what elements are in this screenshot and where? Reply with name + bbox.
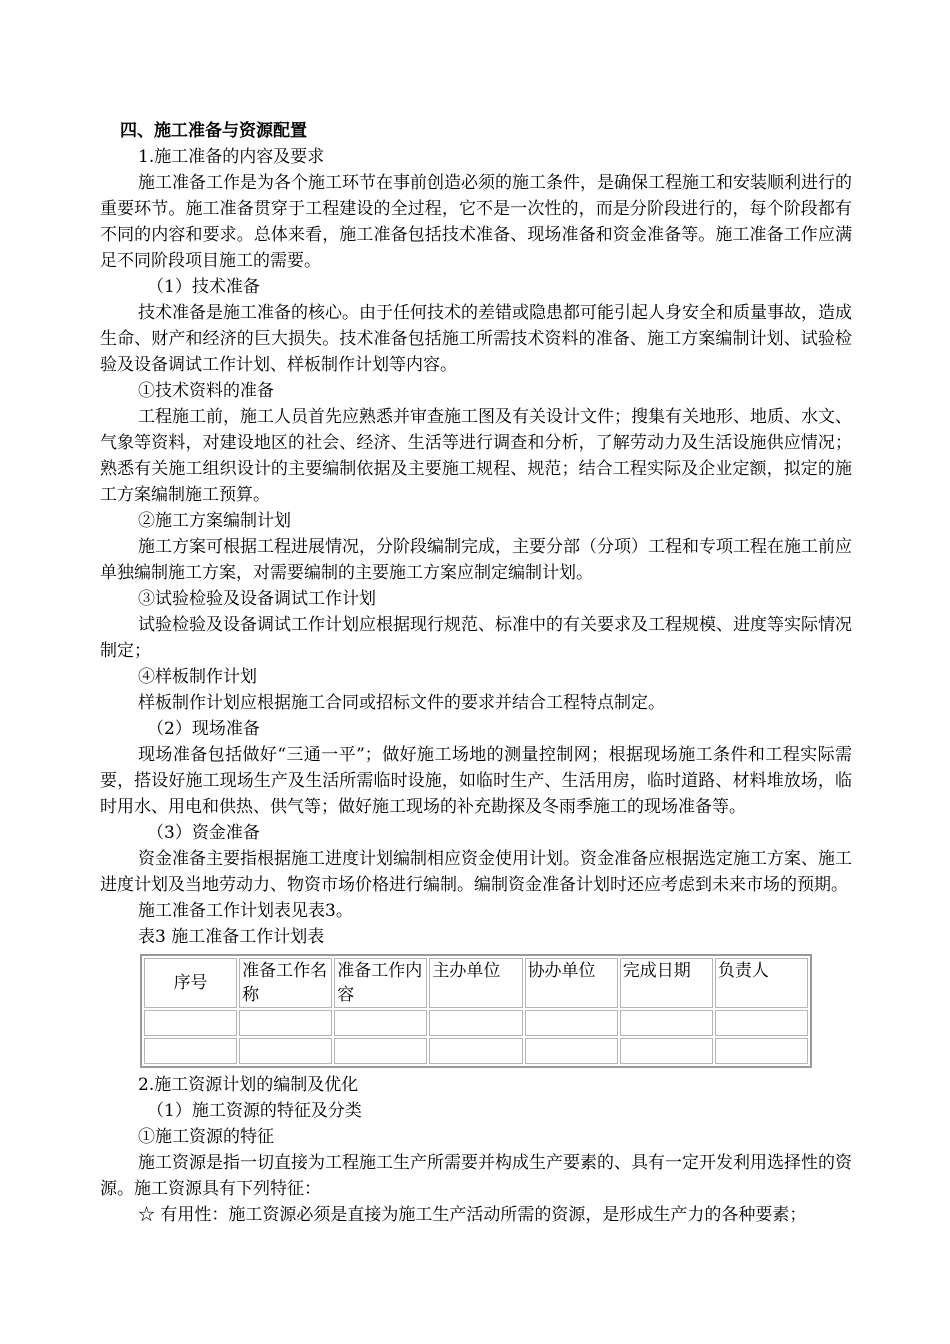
paragraph: 施工方案可根据工程进展情况，分阶段编制完成，主要分部（分项）工程和专项工程在施工前应单独编制施工方案，对需要编制的主要施工方案应制定编制计划。 bbox=[100, 537, 852, 583]
table-cell bbox=[334, 1010, 427, 1036]
header-cell: 准备工作内容 bbox=[334, 958, 427, 1008]
paragraph: 技术准备是施工准备的核心。由于任何技术的差错或隐患都可能引起人身安全和质量事故，造成生命、财产和经济的巨大损失。技术准备包括施工所需技术资料的准备、施工方案编制计划、试验检验及设备调试工作计划、样板制作计划等内容。 bbox=[100, 303, 852, 375]
item-title: ③试验检验及设备调试工作计划 bbox=[138, 589, 376, 609]
item-title: ①技术资料的准备 bbox=[138, 381, 274, 401]
table-reference: 施工准备工作计划表见表3。 bbox=[138, 901, 353, 921]
paragraph: 工程施工前，施工人员首先应熟悉并审查施工图及有关设计文件；搜集有关地形、地质、水文、气象等资料，对建设地区的社会、经济、生活等进行调查和分析，了解劳动力及生活设施供应情况；熟悉有关施工组织设计的主要编制依据及主要施工规程、规范；结合工程实际及企业定额，拟定的施工方案编制施工预算。 bbox=[100, 407, 852, 505]
item-title: ④样板制作计划 bbox=[138, 667, 257, 687]
item-title: （2）现场准备 bbox=[147, 719, 260, 739]
header-cell: 负责人 bbox=[715, 958, 808, 1008]
paragraph: 试验检验及设备调试工作计划应根据现行规范、标准中的有关要求及工程规模、进度等实际情况制定； bbox=[100, 615, 852, 661]
table-cell bbox=[620, 1010, 713, 1036]
table-header-row bbox=[144, 958, 808, 1008]
subsection-title: 2.施工资源计划的编制及优化 bbox=[138, 1075, 359, 1095]
table-cell bbox=[144, 1038, 237, 1064]
table-cell bbox=[525, 1038, 618, 1064]
table-cell bbox=[715, 1010, 808, 1036]
table-cell bbox=[525, 1010, 618, 1036]
table-row bbox=[144, 1038, 808, 1064]
paragraph: 样板制作计划应根据施工合同或招标文件的要求并结合工程特点制定。 bbox=[138, 693, 665, 713]
item-title: ②施工方案编制计划 bbox=[138, 511, 291, 531]
table-caption: 表3 施工准备工作计划表 bbox=[138, 927, 325, 947]
paragraph: 现场准备包括做好“三通一平”；做好施工场地的测量控制网；根据现场施工条件和工程实际需要，搭设好施工现场生产及生活所需临时设施，如临时生产、生活用房，临时道路、材料堆放场，临时用水、用电和供热、供气等；做好施工现场的补充勘探及冬雨季施工的现场准备等。 bbox=[100, 745, 852, 817]
bullet-item: ☆ 有用性：施工资源必须是直接为施工生产活动所需的资源，是形成生产力的各种要素； bbox=[138, 1205, 807, 1225]
item-title: （1）施工资源的特征及分类 bbox=[147, 1101, 362, 1121]
table-cell bbox=[239, 1038, 332, 1064]
table-cell bbox=[620, 1038, 713, 1064]
section-title: 四、施工准备与资源配置 bbox=[120, 121, 307, 141]
paragraph: 资金准备主要指根据施工进度计划编制相应资金使用计划。资金准备应根据选定施工方案、施工进度计划及当地劳动力、物资市场价格进行编制。编制资金准备计划时还应考虑到未来市场的预期。 bbox=[100, 849, 852, 895]
document-body bbox=[100, 118, 852, 1228]
header-cell: 协办单位 bbox=[525, 958, 618, 1008]
paragraph: 施工资源是指一切直接为工程施工生产所需要并构成生产要素的、具有一定开发利用选择性的资源。施工资源具有下列特征： bbox=[100, 1153, 852, 1199]
header-cell: 主办单位 bbox=[429, 958, 522, 1008]
preparation-plan-table bbox=[140, 954, 812, 1068]
header-cell: 准备工作名称 bbox=[239, 958, 332, 1008]
paragraph: 施工准备工作是为各个施工环节在事前创造必须的施工条件，是确保工程施工和安装顺利进行的重要环节。施工准备贯穿于工程建设的全过程，它不是一次性的，而是分阶段进行的，每个阶段都有不同的内容和要求。总体来看，施工准备包括技术准备、现场准备和资金准备等。施工准备工作应满足不同阶段项目施工的需要。 bbox=[100, 173, 852, 271]
table-cell bbox=[715, 1038, 808, 1064]
subsection-title: 1.施工准备的内容及要求 bbox=[138, 147, 325, 167]
table-cell bbox=[429, 1038, 522, 1064]
item-title: ①施工资源的特征 bbox=[138, 1127, 274, 1147]
header-cell: 完成日期 bbox=[620, 958, 713, 1008]
table-cell bbox=[239, 1010, 332, 1036]
table-cell bbox=[429, 1010, 522, 1036]
item-title: （3）资金准备 bbox=[147, 823, 260, 843]
item-title: （1）技术准备 bbox=[147, 277, 260, 297]
table-cell bbox=[144, 1010, 237, 1036]
table-cell bbox=[334, 1038, 427, 1064]
table-row bbox=[144, 1010, 808, 1036]
header-cell: 序号 bbox=[144, 958, 237, 1008]
